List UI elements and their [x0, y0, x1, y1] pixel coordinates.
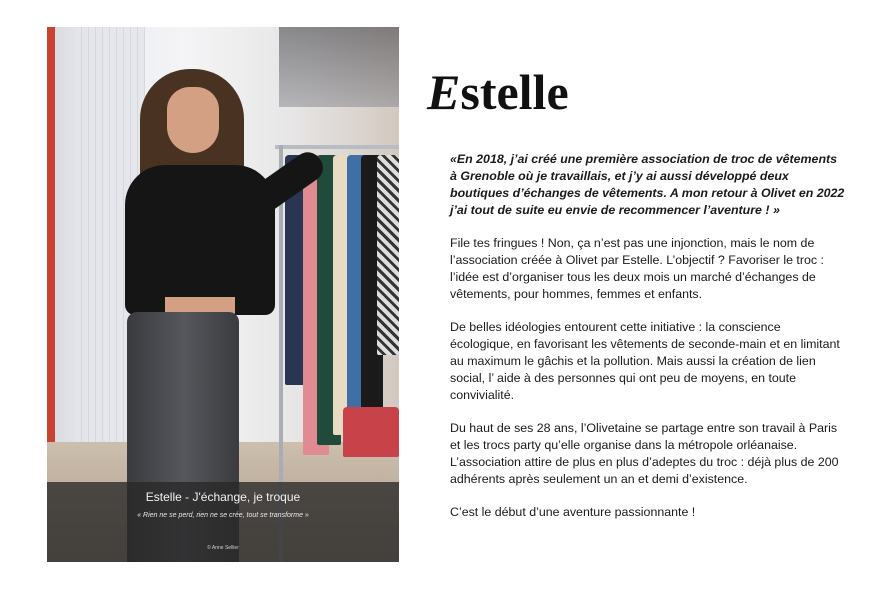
- clothes-rack-bar: [275, 145, 399, 149]
- photo-credit: © Anne Sellier: [207, 545, 239, 551]
- paragraph-closing: C’est le début d’une aventure passionnante !: [450, 505, 696, 519]
- photo-caption-title: Estelle - J'échange, je troque: [145, 490, 301, 504]
- paragraph-profile: Du haut de ses 28 ans, l’Olivetaine se partage entre son travail à Paris et les trocs party qu’elle organise dans la métropole orléanaise. L’association attire de plus en plus d’adeptes du troc : déjà plus de 200 adhérents après seulement un an et demi d’existence.: [450, 421, 839, 486]
- portrait-photo: [47, 27, 399, 562]
- lead-quote: «En 2018, j’ai créé une première association de troc de vêtements à Grenoble où je travaillais, et j’y ai aussi développé deux boutiques d’échanges de vêtements. A mon retour à Olivet en 2022 j’ai tout de suite eu envie de recommencer l’aventure ! »: [450, 152, 845, 217]
- photo-ceiling: [279, 27, 399, 107]
- paragraph-intro: File tes fringues ! Non, ça n’est pas une injonction, mais le nom de l’association créée à Olivet par Estelle. L’objectif ? Favoriser le troc : l’idée est d’organiser tous les deux mois un marché d’échanges de vêtements, pour hommes, femmes et enfants.: [450, 236, 824, 301]
- article-body: [450, 151, 845, 537]
- garment-red: [343, 407, 399, 457]
- photo-caption-quote: « Rien ne se perd, rien ne se crée, tout se transforme »: [137, 512, 309, 519]
- title-initial: E: [427, 64, 461, 120]
- paragraph-ideology: De belles idéologies entourent cette initiative : la conscience écologique, en favorisant les vêtements de seconde-main et en limitant au maximum le gâchis et la pollution. Mais aussi la création de lien social, l’ aide à des personnes qui ont peu de moyens, en toute convivialité.: [450, 320, 840, 402]
- person-face: [167, 87, 219, 153]
- garment-pattern: [377, 155, 399, 355]
- title-rest: stelle: [460, 64, 569, 120]
- page-title: [427, 62, 569, 122]
